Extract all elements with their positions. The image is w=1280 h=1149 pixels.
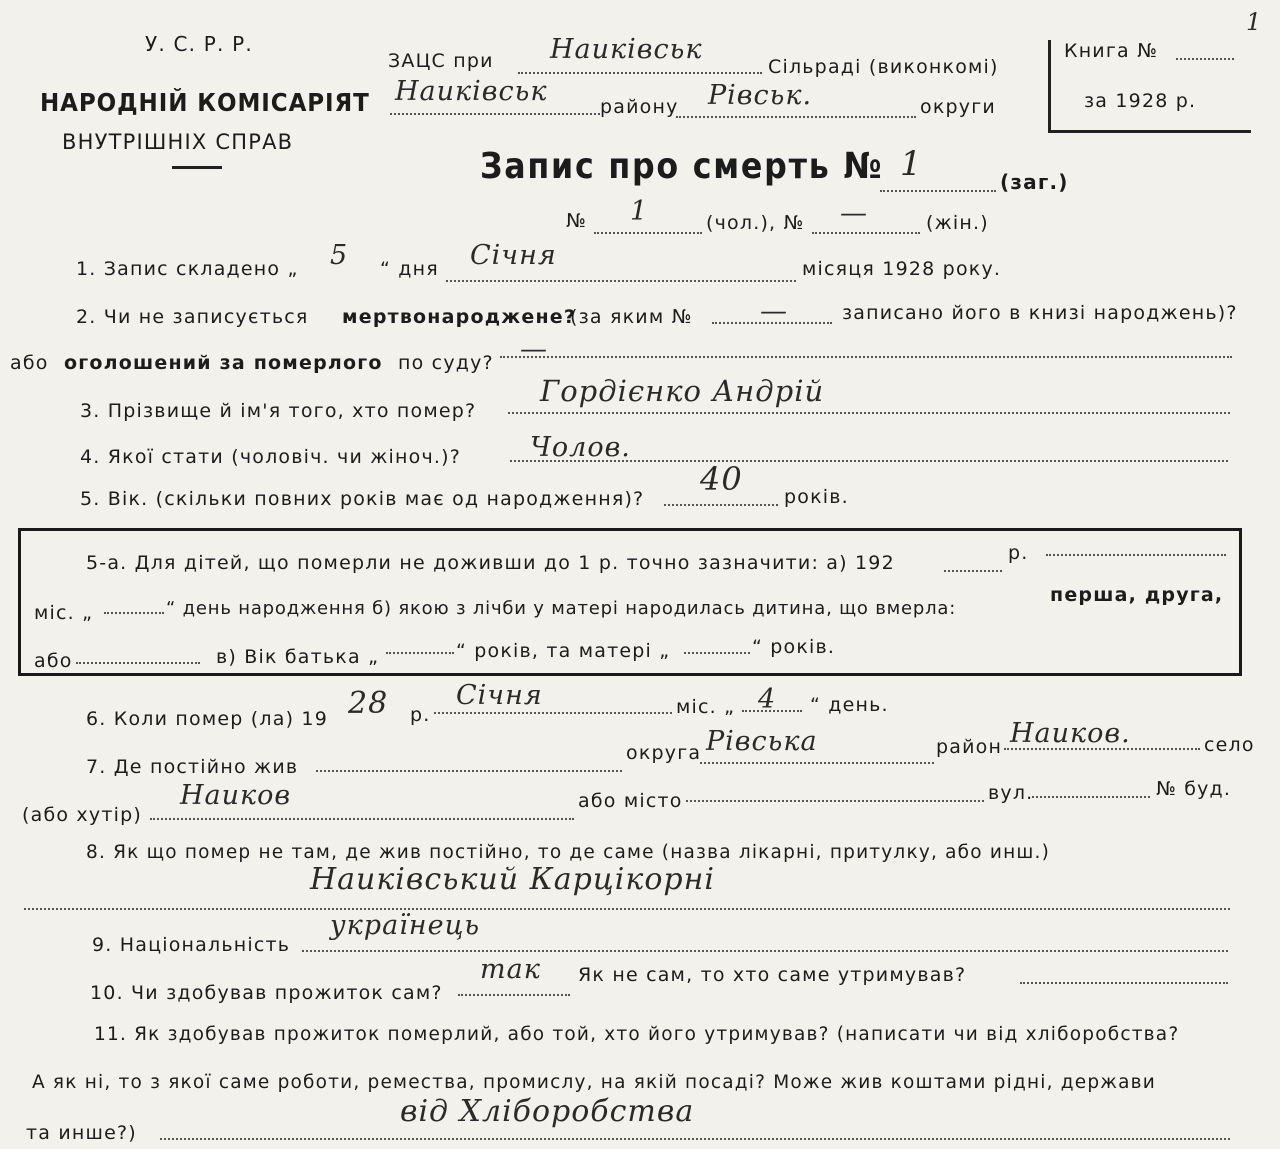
q5a-line3-end: “ років. (752, 636, 836, 658)
q3-value: Гордієнко Андрій (540, 374, 825, 408)
q8-value: Наиківський Карцікорні (310, 862, 715, 897)
q8-label: 8. Як що помер не там, де жив постійно, то де саме (назва лікарні, притулку, або инш.) (86, 842, 1051, 863)
q2b-prefix: або (10, 352, 49, 374)
q11-line1: 11. Як здобував прожиток померлий, або той, хто його утримував? (написати чи від хліборобства? (94, 1024, 1180, 1045)
district-value: Наиківськ (395, 76, 548, 107)
q5a-or-line (76, 662, 200, 664)
q7-okruha-value: Рівська (706, 726, 818, 757)
q7-selo-label: село (1204, 734, 1255, 756)
header-divider (172, 166, 222, 169)
commissariat-name: НАРОДНІЙ КОМІСАРІЯТ (40, 88, 370, 117)
q6-month-value: Січня (456, 680, 543, 711)
record-number-value: 1 (900, 144, 923, 184)
q2-value: — (760, 296, 788, 327)
q6-r: р. (410, 704, 431, 726)
q2-text: 2. Чи не записується (76, 306, 309, 328)
book-year: за 1928 р. (1084, 90, 1197, 112)
okruha-line (676, 116, 916, 118)
q5a-year-tail-line (1046, 554, 1226, 556)
q5a-line2-mid: “ день народження б) якою з лічби у матері народилась дитина, що вмерла: (166, 598, 957, 619)
male-label: (чол.), № (706, 212, 805, 234)
no-label: № (566, 210, 587, 232)
q7b-value: Наиков (180, 780, 292, 811)
q7-rayon-label: район (936, 736, 1003, 758)
q1-day-value: 5 (330, 240, 349, 271)
q7-rayon-value: Наиков. (1010, 718, 1131, 749)
record-number-line (880, 190, 996, 192)
q7b-misto: або місто (578, 790, 683, 812)
q6-month-line (434, 712, 672, 714)
district-label: району (600, 96, 679, 118)
corner-mark: 1 (1246, 8, 1263, 36)
female-label: (жін.) (926, 212, 989, 234)
q5a-line3-start: або (34, 650, 73, 672)
q10-label: 10. Чи здобував прожиток сам? (90, 982, 443, 1004)
zags-label: ЗАЦС при (388, 50, 494, 72)
q9-line (302, 950, 1228, 952)
q1-prefix: 1. Запис складено „ (76, 258, 299, 280)
village-council-line (518, 72, 762, 74)
q5a-line2-bold: перша, друга, (1050, 584, 1224, 606)
q2b-value: — (520, 334, 548, 365)
q2b-line (500, 356, 1232, 358)
q3-line (508, 412, 1230, 414)
q6-day-value: 4 (758, 684, 777, 715)
q5a-mother-age-line (684, 652, 750, 654)
q7-prefix: 7. Де постійно жив (86, 756, 299, 778)
q4-label: 4. Якої стати (чоловіч. чи жіноч.)? (80, 446, 462, 468)
q6-mis: міс. „ (676, 696, 736, 718)
record-title: Запис про смерть № (480, 146, 884, 187)
q7-okruha-line (700, 762, 934, 764)
state-name: У. С. Р. Р. (145, 32, 253, 56)
q9-value: українець (330, 910, 481, 941)
q2-bold: мертвонароджене? (342, 306, 577, 328)
q7b-vul: вул. (988, 782, 1034, 804)
q2b-rest: по суду? (398, 352, 494, 374)
department-name: ВНУТРІШНІХ СПРАВ (62, 130, 294, 154)
q1-suffix: місяця 1928 року. (802, 258, 1002, 280)
q1-month-value: Січня (470, 240, 557, 271)
q3-label: 3. Прізвище й ім'я того, хто помер? (80, 400, 477, 422)
q7b-prefix: (або хутір) (22, 804, 142, 826)
q5-suffix: років. (784, 486, 849, 508)
book-number-line (1176, 58, 1234, 60)
q6-prefix: 6. Коли помер (ла) 19 (86, 708, 329, 730)
q11-line2: А як ні, то з якої саме роботи, ремества, промислу, на якій посаді? Може жив коштами рідні, держави (32, 1072, 1156, 1093)
q2-tail: записано його в книзі народжень)? (842, 302, 1238, 324)
q5a-line3-mid2: “ років, та матері „ (456, 640, 671, 662)
q7b-street-line (1032, 796, 1150, 798)
q2-rest: (за яким № (570, 306, 693, 328)
general-label: (заг.) (1000, 170, 1069, 194)
q5a-line1: 5-а. Для дітей, що померли не доживши до 1 р. точно зазначити: а) 192 (86, 552, 895, 574)
district-line (390, 113, 600, 115)
q11-line (160, 1138, 1230, 1140)
q5a-line3-mid: в) Вік батька „ (216, 646, 380, 668)
q1-month-line (446, 280, 796, 282)
okruha-label: округи (920, 96, 996, 118)
q5-value: 40 (700, 460, 743, 498)
q7b-bud: № буд. (1156, 778, 1232, 800)
q10-rest: Як не сам, то хто саме утримував? (578, 964, 967, 986)
q10-value: так (480, 954, 541, 985)
q5a-line2-start: міс. „ (34, 602, 94, 624)
q7b-city-line (686, 800, 984, 802)
q7-first-line (316, 770, 622, 772)
q5a-line1-end: р. (1008, 542, 1029, 564)
okruha-value: Рівськ. (708, 80, 813, 111)
q5-line (664, 504, 778, 506)
female-number-value: — (840, 198, 868, 229)
male-number-line (594, 232, 702, 234)
q11-line3: та инше?) (26, 1122, 137, 1144)
q11-value: від Хліборобства (400, 1094, 695, 1129)
q10-line (458, 994, 570, 996)
q7b-village-line (150, 818, 574, 820)
q5-label: 5. Вік. (скільки повних років має од народження)? (80, 488, 645, 510)
q4-value: Чолов. (530, 432, 631, 463)
village-council-value: Наиківськ (550, 34, 703, 65)
q5a-month-line (104, 612, 164, 614)
q9-label: 9. Національність (92, 934, 291, 956)
q2b-bold: оголошений за померлого (64, 352, 383, 374)
q5a-year-line (944, 570, 1002, 572)
q1-mid: “ дня (380, 258, 439, 280)
village-council-label: Сільраді (виконкомі) (768, 56, 999, 78)
q8-line (24, 908, 1230, 910)
male-number-value: 1 (630, 196, 649, 227)
q10-who-line (1020, 982, 1228, 984)
q6-den: “ день. (810, 694, 889, 716)
book-label: Книга № (1064, 40, 1159, 62)
q7-okruha-label: округа (626, 742, 702, 764)
q5a-father-age-line (386, 652, 454, 654)
female-number-line (812, 232, 920, 234)
q6-year-value: 28 (348, 686, 389, 721)
